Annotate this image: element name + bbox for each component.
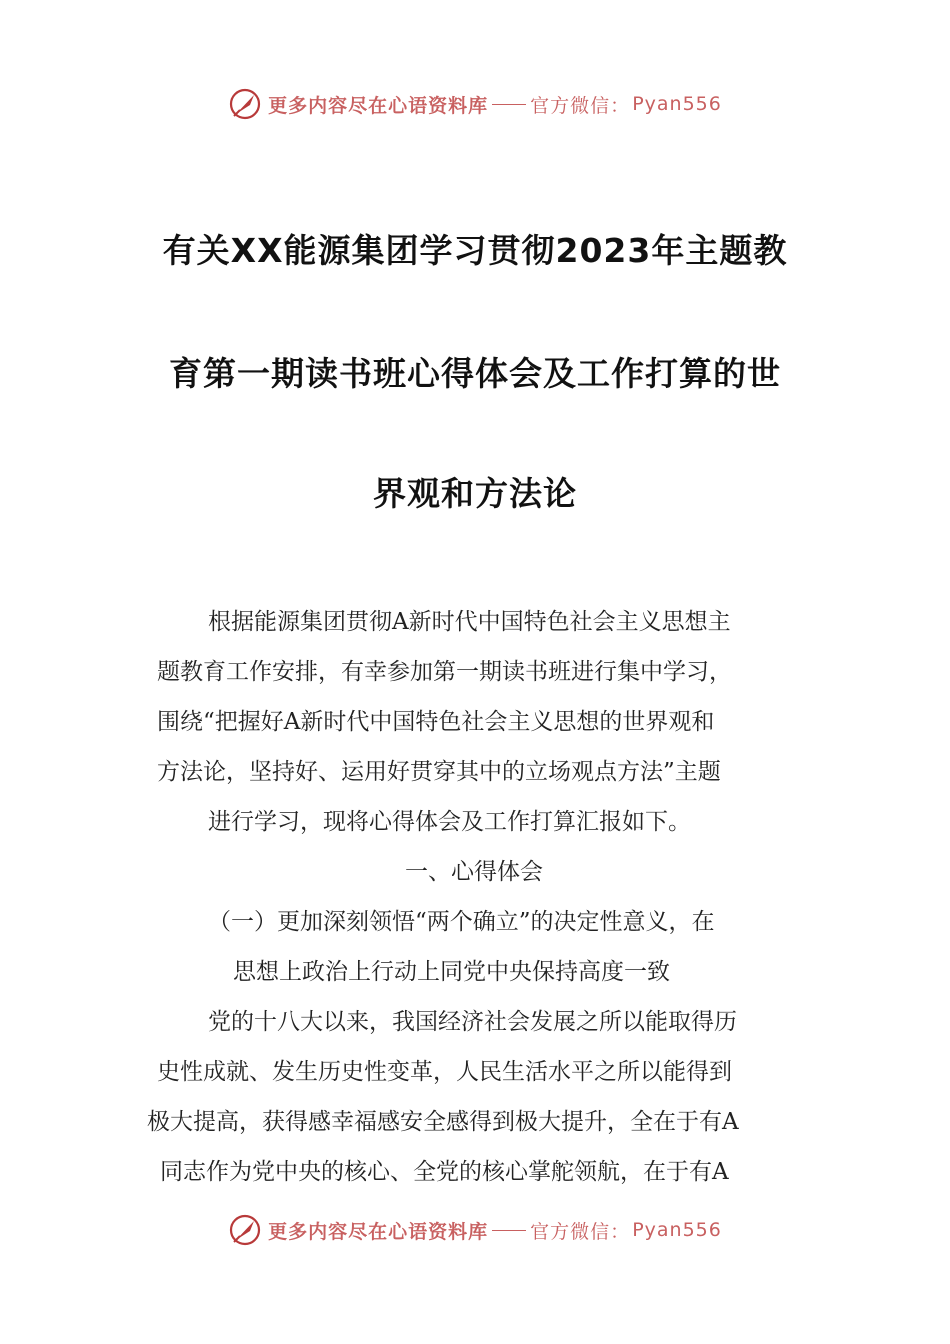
- paragraph-line: 题教育工作安排，有幸参加第一期读书班进行集中学习，: [157, 659, 732, 685]
- quill-logo-icon: [228, 1213, 262, 1247]
- paragraph-line: 史性成就、发生历史性变革，人民生活水平之所以能得到: [157, 1059, 732, 1085]
- watermark-text: 更多内容尽在心语资料库: [268, 1220, 489, 1243]
- document-title-line-1: 有关XX能源集团学习贯彻2023年主题教: [162, 231, 788, 270]
- paragraph-line: 同志作为党中央的核心、全党的核心掌舵领航，在于有A: [160, 1159, 729, 1185]
- subsection-heading-line: （一）更加深刻领悟“两个确立”的决定性意义，在: [208, 909, 715, 935]
- section-heading: 一、心得体会: [405, 859, 543, 885]
- watermark-credential: 官方微信：: [530, 94, 631, 117]
- watermark-dash: [492, 104, 526, 105]
- header-watermark: [0, 84, 950, 124]
- subsection-heading-line: 思想上政治上行动上同党中央保持高度一致: [233, 959, 670, 985]
- watermark-credential: 官方微信：: [530, 1220, 631, 1243]
- paragraph-line: 根据能源集团贯彻A新时代中国特色社会主义思想主: [208, 609, 731, 635]
- watermark-wechat-id: Pyan556: [632, 93, 722, 115]
- watermark-dash: [492, 1230, 526, 1231]
- watermark-wechat-id: Pyan556: [632, 1219, 722, 1241]
- quill-logo-icon: [228, 87, 262, 121]
- paragraph-line: 围绕“把握好A新时代中国特色社会主义思想的世界观和: [157, 709, 715, 735]
- paragraph-line: 极大提高，获得感幸福感安全感得到极大提升，全在于有A: [147, 1109, 739, 1135]
- footer-watermark: [0, 1210, 950, 1250]
- watermark-text: 更多内容尽在心语资料库: [268, 94, 489, 117]
- paragraph-line: 党的十八大以来，我国经济社会发展之所以能取得历: [208, 1009, 737, 1035]
- document-title-line-2: 育第一期读书班心得体会及工作打算的世: [169, 354, 781, 393]
- document-title-line-3: 界观和方法论: [373, 474, 577, 513]
- paragraph-line: 方法论，坚持好、运用好贯穿其中的立场观点方法”主题: [157, 759, 721, 785]
- paragraph-line: 进行学习，现将心得体会及工作打算汇报如下。: [208, 809, 691, 835]
